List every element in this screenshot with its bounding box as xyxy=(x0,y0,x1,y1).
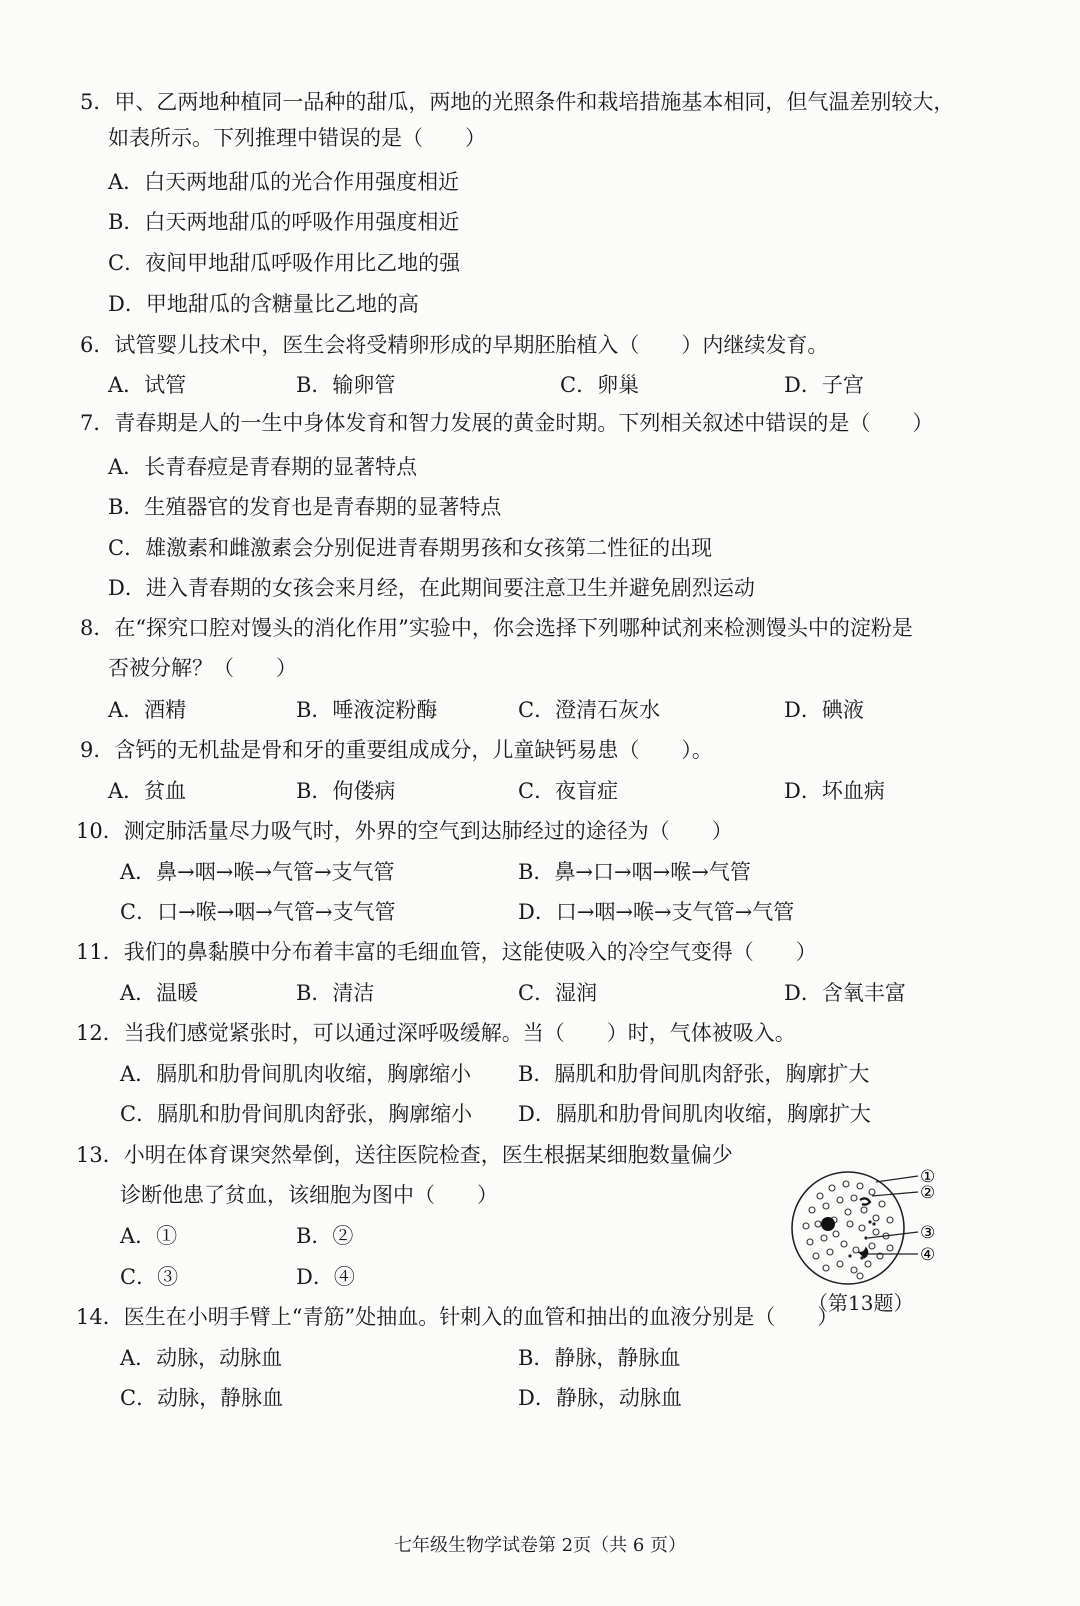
question-13-option-b: B．② xyxy=(296,1224,354,1248)
question-7-option-d: D．进入青春期的女孩会来月经，在此期间要注意卫生并避免剧烈运动 xyxy=(108,576,755,600)
figure-caption: （第13题） xyxy=(808,1291,914,1315)
blood-cell-diagram xyxy=(790,1166,960,1296)
question-6-option-a: A．试管 xyxy=(108,373,187,397)
label-4: ④ xyxy=(920,1245,936,1265)
question-7-option-c: C．雄激素和雌激素会分别促进青春期男孩和女孩第二性征的出现 xyxy=(108,536,713,560)
question-5-option-a: A．白天两地甜瓜的光合作用强度相近 xyxy=(108,170,460,194)
question-11-option-a: A．温暖 xyxy=(120,981,199,1005)
question-14-stem: 14．医生在小明手臂上“青筋”处抽血。针刺入的血管和抽出的血液分别是（ ） xyxy=(76,1305,839,1329)
question-6-option-b: B．输卵管 xyxy=(296,373,396,397)
label-2: ② xyxy=(920,1183,936,1203)
question-5-stem-line-2: 如表所示。下列推理中错误的是（ ） xyxy=(108,126,486,150)
question-8-option-d: D．碘液 xyxy=(784,698,864,722)
blood-cell-mark-2 xyxy=(860,1198,870,1204)
question-14-option-c: C．动脉，静脉血 xyxy=(120,1386,284,1410)
question-10-option-b: B．鼻→口→咽→喉→气管 xyxy=(518,860,751,884)
question-12-option-a: A．膈肌和肋骨间肌肉收缩，胸廓缩小 xyxy=(120,1062,472,1086)
question-11-option-c: C．湿润 xyxy=(518,981,598,1005)
question-13-option-d: D．④ xyxy=(296,1265,355,1289)
question-7-option-b: B．生殖器官的发育也是青春期的显著特点 xyxy=(108,495,502,519)
question-9-stem: 9．含钙的无机盐是骨和牙的重要组成成分，儿童缺钙易患（ ）。 xyxy=(80,738,713,762)
question-13-option-c: C．③ xyxy=(120,1265,179,1289)
question-12-option-b: B．膈肌和肋骨间肌肉舒张，胸廓扩大 xyxy=(518,1062,870,1086)
question-6-stem: 6．试管婴儿技术中，医生会将受精卵形成的早期胚胎植入（ ）内继续发育。 xyxy=(80,333,829,357)
question-10-option-c: C．口→喉→咽→气管→支气管 xyxy=(120,900,396,924)
question-8-stem-line-1: 8．在“探究口腔对馒头的消化作用”实验中，你会选择下列哪种试剂来检测馒头中的淀粉是 xyxy=(80,616,913,640)
question-9-option-c: C．夜盲症 xyxy=(518,779,619,803)
page-footer: 七年级生物学试卷第 2页（共 6 页） xyxy=(393,1535,687,1556)
question-12-stem: 12．当我们感觉紧张时，可以通过深呼吸缓解。当（ ）时，气体被吸入。 xyxy=(76,1021,796,1045)
question-5-stem-line-1: 5．甲、乙两地种植同一品种的甜瓜，两地的光照条件和栽培措施基本相同，但气温差别较大， xyxy=(80,90,955,114)
question-12-option-d: D．膈肌和肋骨间肌肉收缩，胸廓扩大 xyxy=(518,1102,871,1126)
question-10-option-a: A．鼻→咽→喉→气管→支气管 xyxy=(120,860,395,884)
question-8-option-b: B．唾液淀粉酶 xyxy=(296,698,438,722)
question-7-option-a: A．长青春痘是青春期的显著特点 xyxy=(108,455,418,479)
question-5-option-d: D．甲地甜瓜的含糖量比乙地的高 xyxy=(108,292,419,316)
question-14-option-b: B．静脉，静脉血 xyxy=(518,1346,681,1370)
question-13-stem-line-1: 13．小明在体育课突然晕倒，送往医院检查，医生根据某细胞数量偏少 xyxy=(76,1143,733,1167)
question-11-stem: 11．我们的鼻黏膜中分布着丰富的毛细血管，这能使吸入的冷空气变得（ ） xyxy=(76,940,817,964)
question-9-option-a: A．贫血 xyxy=(108,779,187,803)
question-8-option-a: A．酒精 xyxy=(108,698,187,722)
question-8-stem-line-2: 否被分解？（ ） xyxy=(108,656,297,680)
question-9-option-b: B．佝偻病 xyxy=(296,779,396,803)
question-12-option-c: C．膈肌和肋骨间肌肉舒张，胸廓缩小 xyxy=(120,1102,473,1126)
question-6-option-c: C．卵巢 xyxy=(560,373,640,397)
question-13-stem-line-2: 诊断他患了贫血，该细胞为图中（ ） xyxy=(120,1183,498,1207)
label-1: ① xyxy=(920,1167,936,1187)
question-11-option-b: B．清洁 xyxy=(296,981,375,1005)
question-10-option-d: D．口→咽→喉→支气管→气管 xyxy=(518,900,795,924)
label-3: ③ xyxy=(920,1223,936,1243)
question-9-option-d: D．坏血病 xyxy=(784,779,885,803)
question-10-stem: 10．测定肺活量尽力吸气时，外界的空气到达肺经过的途径为（ ） xyxy=(76,819,733,843)
question-8-option-c: C．澄清石灰水 xyxy=(518,698,661,722)
question-6-option-d: D．子宫 xyxy=(784,373,864,397)
question-14-option-a: A．动脉，动脉血 xyxy=(120,1346,283,1370)
question-5-option-b: B．白天两地甜瓜的呼吸作用强度相近 xyxy=(108,210,460,234)
question-14-option-d: D．静脉，动脉血 xyxy=(518,1386,682,1410)
question-7-stem: 7．青春期是人的一生中身体发育和智力发展的黄金时期。下列相关叙述中错误的是（ ） xyxy=(80,411,934,435)
white-blood-cell xyxy=(821,1217,835,1231)
question-5-option-c: C．夜间甲地甜瓜呼吸作用比乙地的强 xyxy=(108,251,461,275)
question-13-option-a: A．① xyxy=(120,1224,178,1248)
question-11-option-d: D．含氧丰富 xyxy=(784,981,906,1005)
